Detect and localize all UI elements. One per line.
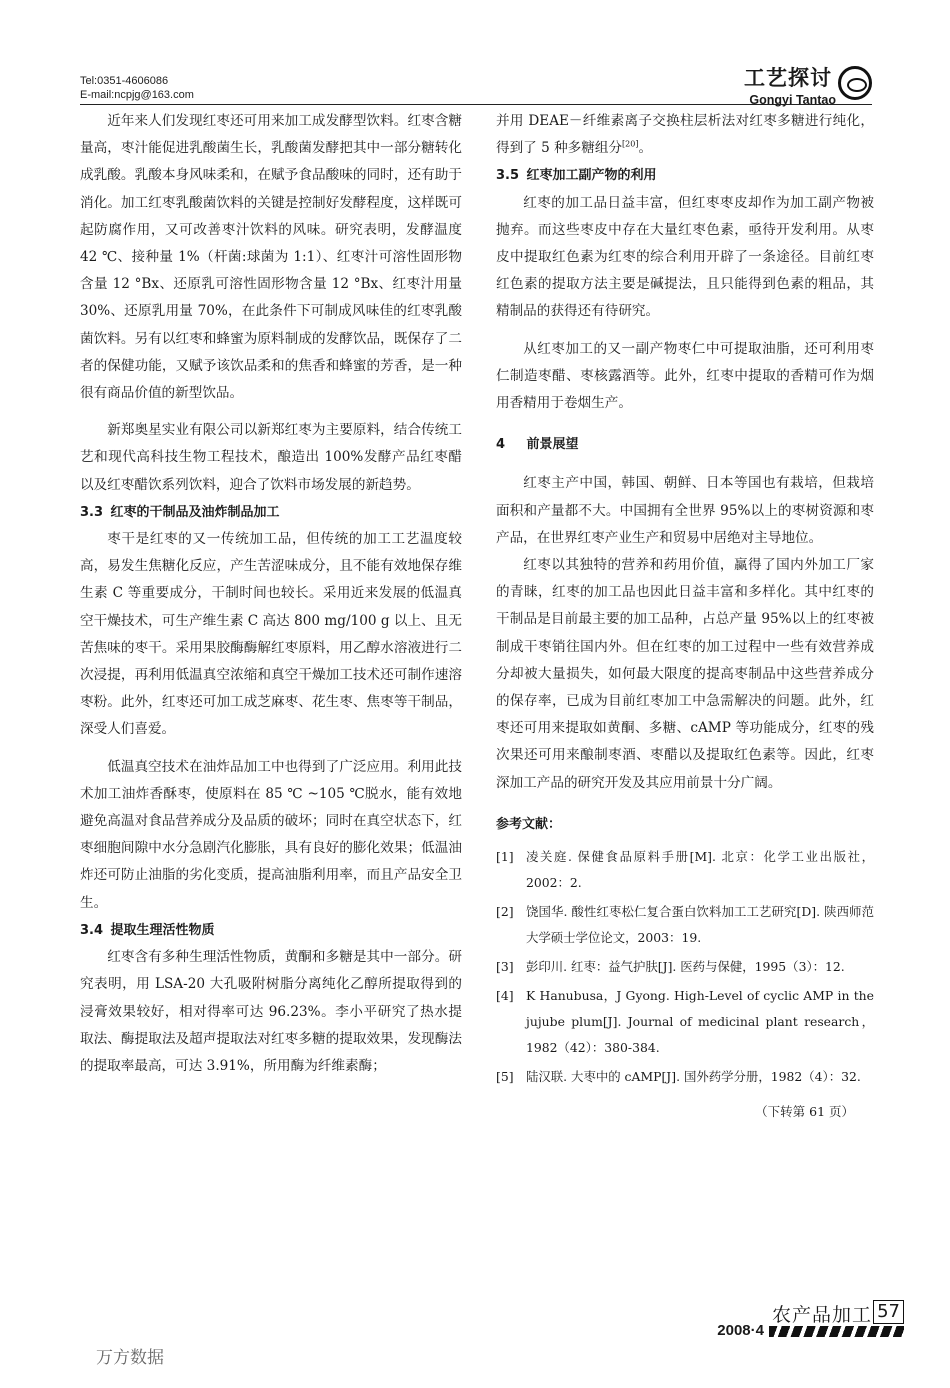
- references-heading: 参考文献：: [496, 816, 562, 832]
- paragraph: 近年来人们发现红枣还可用来加工成发酵型饮料。红枣含糖量高，枣汁能促进乳酸菌生长，乳酸菌发酵把其中一部分糖转化成乳酸。乳酸本身风味柔和，在赋予食品酸味的同时，还有助于消化。加工红枣乳酸菌饮料的关键是控制好发酵程度，这样既可起防腐作用，又可改善枣汁饮料的风味。研究表明，发酵温度 42 ℃、接种量 1%（杆菌:球菌为 1:1）、红枣汁可溶性固形物含量 12 °Bx、还原乳可溶性固形物含量 12 °Bx、红枣汁用量 30%、还原乳用量 70%，在此条件下可制成风味佳的红枣乳酸菌饮料。另有以红枣和蜂蜜为原料制成的发酵饮品，既保存了二者的保健功能，又赋予该饮品柔和的焦香和蜂蜜的芳香，是一种很有商品价值的新型饮品。: [80, 113, 462, 402]
- section-title-cn: 工艺探讨: [744, 66, 832, 90]
- section-heading-3-4: 3.4 提取生理活性物质: [80, 922, 215, 938]
- header-tel: Tel:0351-4606086: [80, 75, 169, 87]
- section-heading-3-5: 3.5 红枣加工副产物的利用: [496, 168, 657, 184]
- paragraph: 红枣含有多种生理活性物质，黄酮和多糖是其中一部分。研究表明，用 LSA-20 大孔吸附树脂分离纯化乙醇所提取得到的浸膏效果较好，相对得率可达 96.23%。李小平研究了热水提取法、酶提取法及超声提取法对红枣多糖的提取效果，发现酶法的提取率最高，可达 3.91%，所用酶为纤维素酶；: [80, 949, 462, 1074]
- page-footer: [684, 1300, 914, 1340]
- header-divider: [80, 104, 872, 105]
- paragraph: 低温真空技术在油炸品加工中也得到了广泛应用。利用此技术加工油炸香酥枣，使原料在 85 ℃ ~105 ℃脱水，能有效地避免高温对食品营养成分及品质的破坏；同时在真空状态下，红枣细胞间隙中水分急剧汽化膨胀，具有良好的膨化效果；低温油炸还可防止油脂的劣化变质，提高油脂利用率，而且产品安全卫生。: [80, 758, 462, 911]
- continued-note: （下转第 61 页）: [755, 1104, 854, 1120]
- paragraph: 枣干是红枣的又一传统加工品，但传统的加工工艺温度较高，易发生焦糖化反应，产生苦涩味成分，且不能有效地保存维生素 C 等重要成分，干制时间也较长。采用近来发展的低温真空干燥技术，可生产维生素 C 高达 800 mg/100 g 以上、且无苦焦味的枣干。采用果胶酶酶解红枣原料，用乙醇水溶液进行二次浸提，再利用低温真空浓缩和真空干燥加工技术还可制作速溶枣粉。此外，红枣还可加工成芝麻枣、花生枣、焦枣等干制品，深受人们喜爱。: [80, 531, 462, 738]
- journal-logo-icon: [838, 66, 872, 100]
- paragraph: 红枣的加工品日益丰富，但红枣枣皮却作为加工副产物被抛弃。而这些枣皮中存在大量红枣色素，亟待开发利用。从枣皮中提取红色素为红枣的综合利用开辟了一条途径。目前红枣红色素的提取方法主要是碱提法，且只能得到色素的粗品，其精制品的获得还有待研究。: [496, 194, 874, 320]
- reference-item: [3] 彭印川. 红枣：益气护肤[J]. 医药与保健，1995（3）：12.: [496, 959, 845, 975]
- section-title-pinyin: Gongyi Tantao: [749, 93, 836, 107]
- header-section: [744, 62, 872, 107]
- right-column: [496, 108, 874, 1125]
- watermark: 万方数据: [96, 1348, 164, 1368]
- reference-item: [2] 饶国华. 酸性红枣松仁复合蛋白饮料加工工艺研究[D]. 陕西师范大学硕士学位论文，2003：19.: [496, 904, 874, 946]
- reference-item: [5] 陆汉联. 大枣中的 cAMP[J]. 国外药学分册，1982（4）：32.: [496, 1069, 861, 1085]
- reference-item: [1] 凌关庭. 保健食品原料手册[M]. 北京：化学工业出版社，2002：2.: [496, 849, 874, 891]
- decorative-stripe: [769, 1326, 904, 1337]
- citation: [20]: [622, 139, 639, 149]
- paragraph: 新郑奥星实业有限公司以新郑红枣为主要原料，结合传统工艺和现代高科技生物工程技术，酿造出 100%发酵产品红枣醋以及红枣醋饮系列饮料，迎合了饮料市场发展的新趋势。: [80, 422, 462, 493]
- section-heading-4: 4 前景展望: [496, 437, 579, 453]
- journal-name: 农产品加工: [771, 1304, 872, 1326]
- paragraph: 红枣主产中国，韩国、朝鲜、日本等国也有栽培，但栽培面积和产量都不大。中国拥有全世界 95%以上的枣树资源和枣产品，在世界红枣产业生产和贸易中居绝对主导地位。: [496, 475, 874, 546]
- page-number: 57: [873, 1300, 904, 1324]
- header-email: E-mail:ncpjg@163.com: [80, 89, 194, 101]
- reference-item: [4] K Hanubusa，J Gyong. High-Level of cyclic AMP in the jujube plum[J]. Journal of medicinal plant research，1982（42）：380-384.: [496, 988, 874, 1056]
- reference-list: [496, 844, 874, 1090]
- paragraph: 从红枣加工的又一副产物枣仁中可提取油脂，还可利用枣仁制造枣醋、枣核露酒等。此外，红枣中提取的香精可作为烟用香精用于卷烟生产。: [496, 340, 874, 412]
- header-contact: [80, 74, 194, 102]
- left-column: [80, 108, 462, 1080]
- paragraph: 红枣以其独特的营养和药用价值，赢得了国内外加工厂家的青睐，红枣的加工品也因此日益丰富和多样化。其中红枣的干制品是目前最主要的加工品种，占总产量 95%以上的红枣被制成干枣销往国内外。但在红枣的加工过程中一些有效营养成分却被大量损失，如何最大限度的提高枣制品中这些营养成分的保存率，已成为目前红枣加工中急需解决的问题。此外，红枣还可用来提取如黄酮、多糖、cAMP 等功能成分，红枣的残次果还可用来酿制枣酒、枣醋以及提取红色素等。因此，红枣深加工产品的研究开发及其应用前景十分广阔。: [496, 557, 874, 791]
- issue-number: 2008·4: [717, 1322, 764, 1339]
- section-heading-3-3: 3.3 红枣的干制品及油炸制品加工: [80, 504, 280, 520]
- paragraph: 并用 DEAE－纤维素离子交换柱层析法对红枣多糖进行纯化，得到了 5 种多糖组分[20]。: [496, 113, 874, 157]
